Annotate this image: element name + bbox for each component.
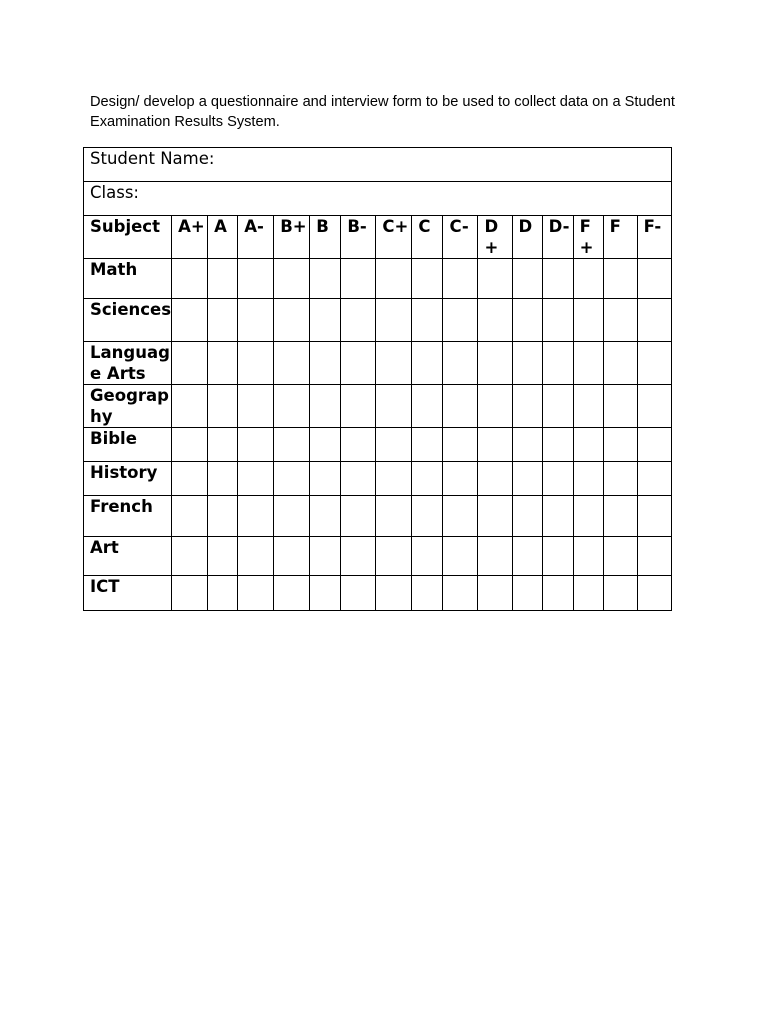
- grade-cell[interactable]: [412, 537, 443, 576]
- grade-cell[interactable]: [603, 342, 637, 385]
- grade-cell[interactable]: [238, 462, 274, 496]
- grade-cell[interactable]: [412, 342, 443, 385]
- grade-cell[interactable]: [274, 462, 310, 496]
- grade-cell[interactable]: [573, 428, 603, 462]
- grade-header: F: [603, 216, 637, 259]
- grade-cell[interactable]: [376, 537, 412, 576]
- grade-cell[interactable]: [238, 428, 274, 462]
- grade-cell[interactable]: [443, 496, 478, 537]
- grade-cell[interactable]: [443, 385, 478, 428]
- instruction-text: Design/ develop a questionnaire and interview form to be used to collect data on a Student Examination Results System.: [90, 94, 675, 130]
- grade-cell[interactable]: [412, 462, 443, 496]
- grade-cell[interactable]: [512, 259, 542, 299]
- grade-header: A+: [172, 216, 208, 259]
- grade-cell[interactable]: [208, 299, 238, 342]
- subject-name: Geography: [84, 385, 172, 428]
- grade-cell[interactable]: [637, 385, 671, 428]
- grade-cell[interactable]: [341, 299, 376, 342]
- grade-cell[interactable]: [637, 299, 671, 342]
- grade-cell[interactable]: [208, 259, 238, 299]
- grade-cell[interactable]: [573, 299, 603, 342]
- grade-cell[interactable]: [412, 299, 443, 342]
- grade-cell[interactable]: [412, 385, 443, 428]
- subject-name: History: [84, 462, 172, 496]
- grade-cell[interactable]: [341, 342, 376, 385]
- grade-cell[interactable]: [310, 385, 341, 428]
- grade-cell[interactable]: [542, 462, 573, 496]
- grade-cell[interactable]: [542, 385, 573, 428]
- grade-cell[interactable]: [208, 496, 238, 537]
- grade-cell[interactable]: [310, 428, 341, 462]
- grade-cell[interactable]: [238, 385, 274, 428]
- grade-cell[interactable]: [310, 576, 341, 611]
- subject-row: [84, 576, 672, 611]
- grade-cell[interactable]: [637, 462, 671, 496]
- subject-row: [84, 299, 672, 342]
- grade-cell[interactable]: [637, 496, 671, 537]
- header-row: [84, 216, 672, 259]
- grade-cell[interactable]: [274, 299, 310, 342]
- grade-cell[interactable]: [603, 385, 637, 428]
- grade-cell[interactable]: [478, 462, 512, 496]
- grade-cell[interactable]: [603, 428, 637, 462]
- grade-cell[interactable]: [376, 462, 412, 496]
- grade-cell[interactable]: [542, 537, 573, 576]
- grade-cell[interactable]: [274, 537, 310, 576]
- grade-cell[interactable]: [172, 299, 208, 342]
- grade-cell[interactable]: [512, 299, 542, 342]
- grade-cell[interactable]: [238, 259, 274, 299]
- grade-cell[interactable]: [341, 537, 376, 576]
- grade-cell[interactable]: [310, 342, 341, 385]
- grade-header: B+: [274, 216, 310, 259]
- grade-cell[interactable]: [310, 299, 341, 342]
- grade-cell[interactable]: [603, 576, 637, 611]
- student-name-field[interactable]: [84, 148, 672, 182]
- grade-cell[interactable]: [172, 259, 208, 299]
- grade-cell[interactable]: [172, 576, 208, 611]
- student-name-label: Student Name:: [90, 149, 215, 168]
- grade-header: A: [208, 216, 238, 259]
- grade-cell[interactable]: [542, 576, 573, 611]
- grade-cell[interactable]: [603, 259, 637, 299]
- grade-cell[interactable]: [412, 428, 443, 462]
- grade-cell[interactable]: [172, 462, 208, 496]
- grade-cell[interactable]: [478, 259, 512, 299]
- subject-row: [84, 342, 672, 385]
- grade-header: D: [512, 216, 542, 259]
- grade-cell[interactable]: [238, 537, 274, 576]
- grade-cell[interactable]: [376, 576, 412, 611]
- grade-cell[interactable]: [208, 537, 238, 576]
- grade-cell[interactable]: [542, 496, 573, 537]
- grade-header: D-: [542, 216, 573, 259]
- grade-cell[interactable]: [376, 259, 412, 299]
- grade-cell[interactable]: [443, 342, 478, 385]
- grade-cell[interactable]: [542, 342, 573, 385]
- subject-name: Art: [84, 537, 172, 576]
- grade-cell[interactable]: [341, 259, 376, 299]
- grade-cell[interactable]: [603, 537, 637, 576]
- subject-row: [84, 537, 672, 576]
- grade-cell[interactable]: [637, 259, 671, 299]
- subject-name: Sciences: [84, 299, 172, 342]
- grade-cell[interactable]: [478, 537, 512, 576]
- subject-header: Subject: [84, 216, 172, 259]
- grade-cell[interactable]: [573, 576, 603, 611]
- subject-name: ICT: [84, 576, 172, 611]
- grade-header: C+: [376, 216, 412, 259]
- grade-header: F-: [637, 216, 671, 259]
- grade-cell[interactable]: [341, 496, 376, 537]
- subject-name: French: [84, 496, 172, 537]
- grade-cell[interactable]: [512, 385, 542, 428]
- grade-cell[interactable]: [443, 537, 478, 576]
- grade-cell[interactable]: [310, 496, 341, 537]
- grade-cell[interactable]: [341, 428, 376, 462]
- grades-table: [83, 147, 672, 611]
- grade-cell[interactable]: [573, 342, 603, 385]
- grade-cell[interactable]: [172, 428, 208, 462]
- grade-header: D+: [478, 216, 512, 259]
- grade-header: C: [412, 216, 443, 259]
- subject-row: [84, 462, 672, 496]
- grade-cell[interactable]: [512, 462, 542, 496]
- grade-cell[interactable]: [341, 385, 376, 428]
- grade-cell[interactable]: [274, 342, 310, 385]
- grade-cell[interactable]: [274, 428, 310, 462]
- grade-cell[interactable]: [542, 428, 573, 462]
- grade-cell[interactable]: [478, 428, 512, 462]
- grade-cell[interactable]: [573, 385, 603, 428]
- grade-cell[interactable]: [376, 299, 412, 342]
- grade-cell[interactable]: [376, 428, 412, 462]
- grade-cell[interactable]: [274, 496, 310, 537]
- grade-cell[interactable]: [637, 342, 671, 385]
- subject-row: [84, 428, 672, 462]
- grade-cell[interactable]: [376, 496, 412, 537]
- grade-cell[interactable]: [208, 342, 238, 385]
- grade-cell[interactable]: [512, 576, 542, 611]
- subject-row: [84, 496, 672, 537]
- grade-cell[interactable]: [512, 496, 542, 537]
- grade-cell[interactable]: [310, 259, 341, 299]
- grade-cell[interactable]: [172, 342, 208, 385]
- grade-cell[interactable]: [238, 496, 274, 537]
- grade-cell[interactable]: [208, 385, 238, 428]
- subject-name: Language Arts: [84, 342, 172, 385]
- grade-cell[interactable]: [478, 299, 512, 342]
- grade-cell[interactable]: [443, 299, 478, 342]
- grade-cell[interactable]: [208, 462, 238, 496]
- grade-cell[interactable]: [208, 576, 238, 611]
- grade-cell[interactable]: [573, 496, 603, 537]
- grade-cell[interactable]: [573, 259, 603, 299]
- grade-cell[interactable]: [412, 576, 443, 611]
- grade-cell[interactable]: [274, 576, 310, 611]
- grade-cell[interactable]: [443, 576, 478, 611]
- grade-cell[interactable]: [512, 537, 542, 576]
- subject-row: [84, 259, 672, 299]
- grade-cell[interactable]: [478, 385, 512, 428]
- grade-cell[interactable]: [412, 496, 443, 537]
- class-row: [84, 182, 672, 216]
- grade-cell[interactable]: [603, 299, 637, 342]
- grade-cell[interactable]: [208, 428, 238, 462]
- grade-cell[interactable]: [341, 576, 376, 611]
- grade-cell[interactable]: [172, 496, 208, 537]
- grade-cell[interactable]: [310, 537, 341, 576]
- grade-cell[interactable]: [637, 428, 671, 462]
- subject-name: Bible: [84, 428, 172, 462]
- grade-cell[interactable]: [172, 385, 208, 428]
- grade-cell[interactable]: [478, 496, 512, 537]
- grade-cell[interactable]: [443, 462, 478, 496]
- grade-cell[interactable]: [637, 576, 671, 611]
- grade-cell[interactable]: [376, 385, 412, 428]
- grade-cell[interactable]: [512, 342, 542, 385]
- grade-cell[interactable]: [637, 537, 671, 576]
- grade-cell[interactable]: [376, 342, 412, 385]
- grade-cell[interactable]: [512, 428, 542, 462]
- subject-row: [84, 385, 672, 428]
- grade-cell[interactable]: [310, 462, 341, 496]
- grade-cell[interactable]: [573, 462, 603, 496]
- class-label: Class:: [90, 183, 139, 202]
- grade-cell[interactable]: [274, 259, 310, 299]
- grade-cell[interactable]: [603, 462, 637, 496]
- grade-header: B-: [341, 216, 376, 259]
- grade-header: C-: [443, 216, 478, 259]
- grade-cell[interactable]: [603, 496, 637, 537]
- grade-cell[interactable]: [238, 342, 274, 385]
- class-field[interactable]: [84, 182, 672, 216]
- grade-cell[interactable]: [443, 428, 478, 462]
- subject-name: Math: [84, 259, 172, 299]
- grade-header: F+: [573, 216, 603, 259]
- grade-cell[interactable]: [274, 385, 310, 428]
- grade-cell[interactable]: [238, 299, 274, 342]
- student-name-row: [84, 148, 672, 182]
- grade-cell[interactable]: [542, 259, 573, 299]
- grade-header: A-: [238, 216, 274, 259]
- grade-cell[interactable]: [573, 537, 603, 576]
- grade-cell[interactable]: [478, 342, 512, 385]
- grade-cell[interactable]: [238, 576, 274, 611]
- grade-cell[interactable]: [443, 259, 478, 299]
- grade-cell[interactable]: [412, 259, 443, 299]
- grade-cell[interactable]: [172, 537, 208, 576]
- grade-cell[interactable]: [341, 462, 376, 496]
- grade-header: B: [310, 216, 341, 259]
- grade-cell[interactable]: [542, 299, 573, 342]
- grade-cell[interactable]: [478, 576, 512, 611]
